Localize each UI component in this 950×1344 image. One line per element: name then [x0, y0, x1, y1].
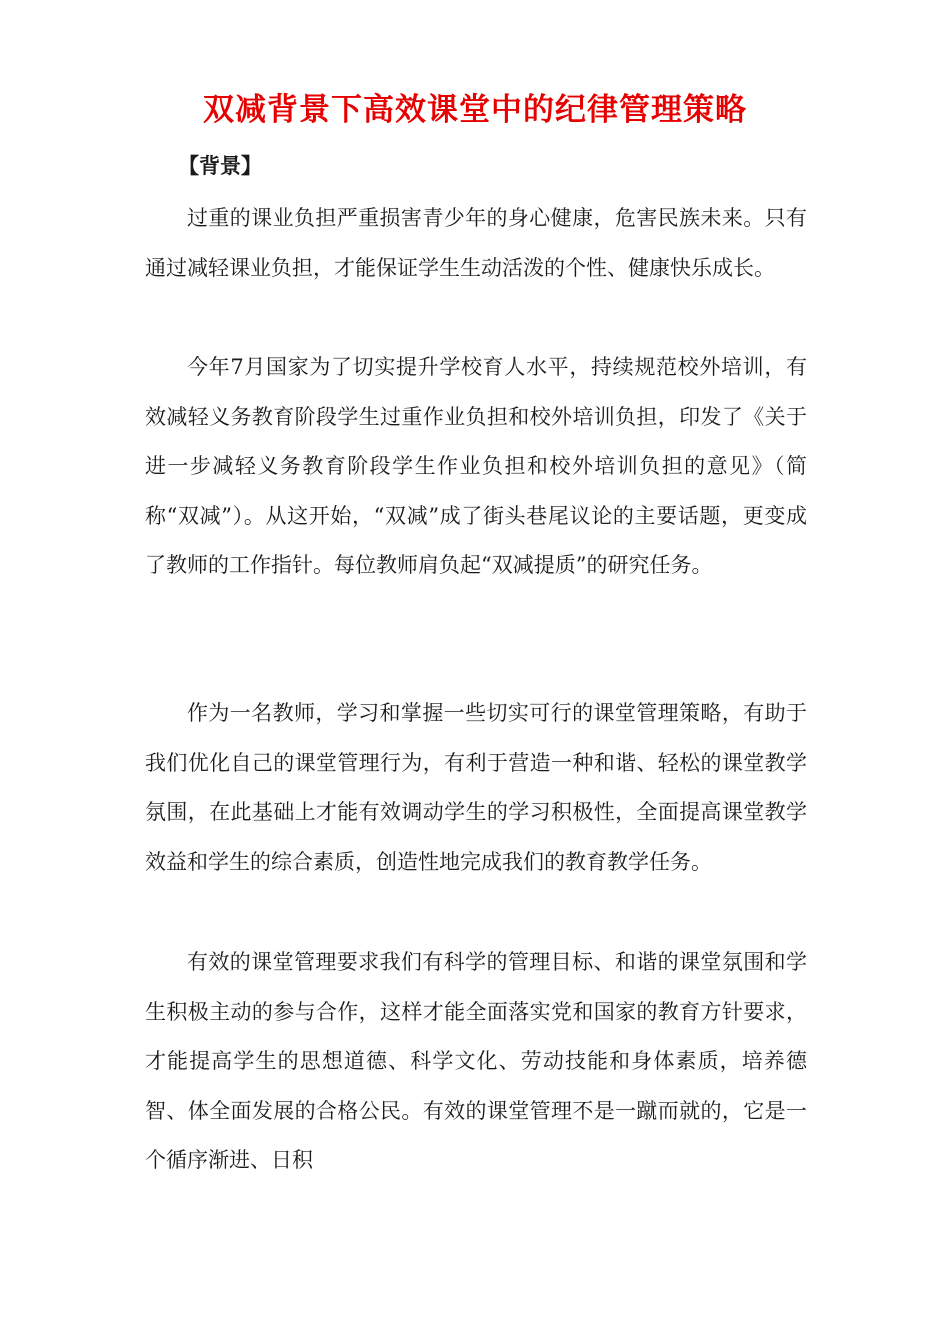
section-heading-background: 【背景】 [178, 153, 262, 178]
paragraph-4: 有效的课堂管理要求我们有科学的管理目标、和谐的课堂氛围和学生积极主动的参与合作，这样才能全面落实党和国家的教育方针要求，才能提高学生的思想道德、科学文化、劳动技能和身体素质，培养德智、体全面发展的合格公民。有效的课堂管理不是一蹴而就的，它是一个循序渐进、日积 [145, 950, 807, 1172]
document-title: 双减背景下高效课堂中的纪律管理策略 [203, 92, 747, 128]
paragraph-2: 今年7月国家为了切实提升学校育人水平，持续规范校外培训，有效减轻义务教育阶段学生过重作业负担和校外培训负担，印发了《关于进一步减轻义务教育阶段学生作业负担和校外培训负担的意见》（简称“双减”）。从这开始，“双减”成了街头巷尾议论的主要话题，更变成了教师的工作指针。每位教师肩负起“双减提质”的研究任务。 [145, 355, 807, 577]
paragraph-1: 过重的课业负担严重损害青少年的身心健康，危害民族未来。只有通过减轻课业负担，才能保证学生生动活泼的个性、健康快乐成长。 [145, 206, 807, 280]
paragraph-3: 作为一名教师，学习和掌握一些切实可行的课堂管理策略，有助于我们优化自己的课堂管理行为，有利于营造一种和谐、轻松的课堂教学氛围，在此基础上才能有效调动学生的学习积极性，全面提高课堂教学效益和学生的综合素质，创造性地完成我们的教育教学任务。 [145, 701, 807, 874]
